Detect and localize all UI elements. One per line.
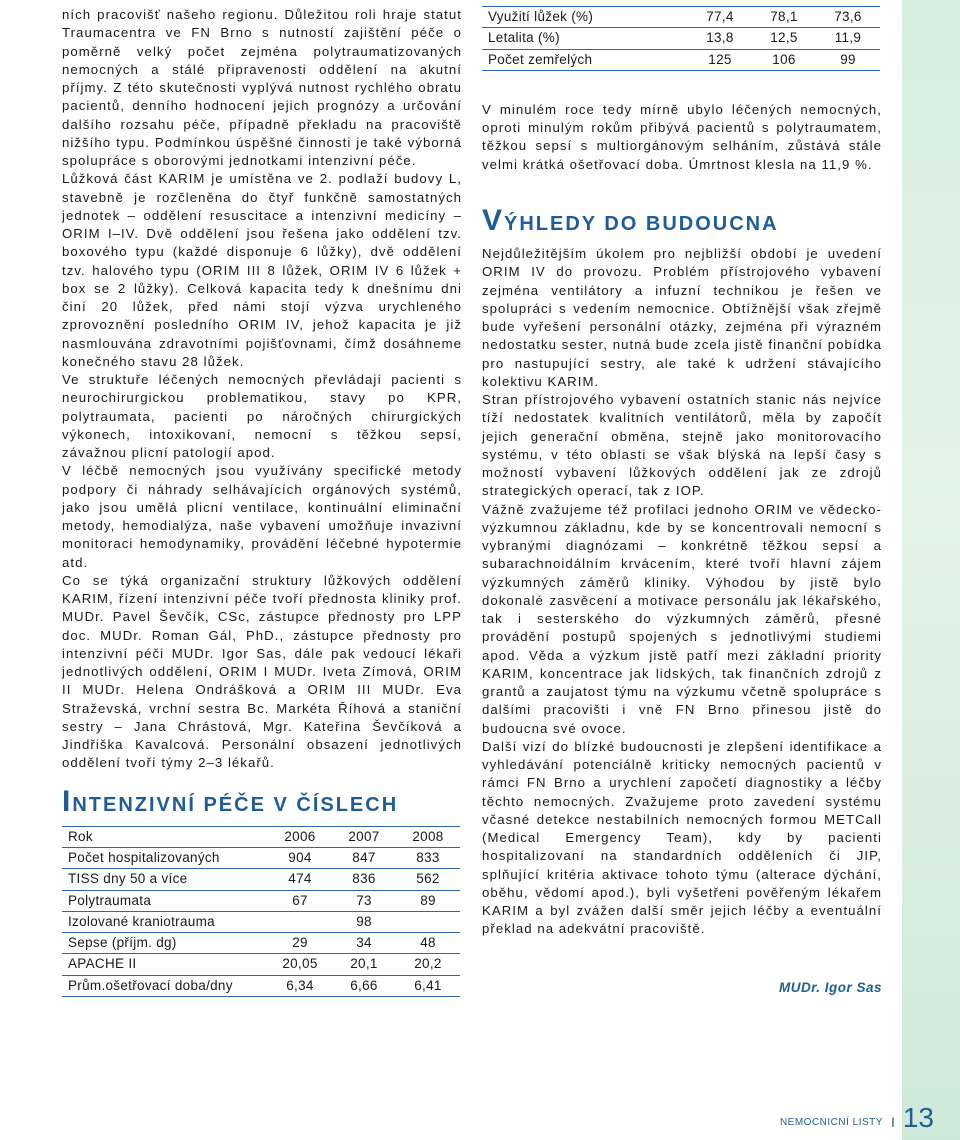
paragraph: Stran přístrojového vybavení ostatních stanic nás nejvíce tíží nedostatek kvalitních ventilátorů, měla by započít jejich generační obměna, stejně jako monitorovacího systému, v této oblasti se však blýská na lepší časy s možností vybavení lůžkových oddělení jak ze zdrojů strategických operací, tak z IOP. [482, 392, 882, 499]
paragraph: V léčbě nemocných jsou využívány specifické metody podpory či náhrady selhávajících orgánových systémů, jako jsou umělá plicní ventilace, kontinuální eliminační metody, hemodialýza, naše vybavení umožňuje invazivní monitoraci hemodynamiky, provádění léčebné hypotermie atd. [62, 463, 462, 570]
value-cell: 125 [688, 49, 752, 70]
page-footer [780, 1104, 934, 1132]
value-cell: 98 [332, 911, 396, 932]
value-cell: 13,8 [688, 28, 752, 49]
footer-separator: I [890, 1114, 895, 1130]
statistics-table-continued [482, 6, 880, 71]
left-column [62, 6, 462, 997]
row-label-cell: TISS dny 50 a více [62, 869, 268, 890]
value-cell: 67 [268, 890, 332, 911]
row-label-cell: Využití lůžek (%) [482, 7, 688, 28]
value-cell: 833 [396, 848, 460, 869]
row-label-cell: Polytraumata [62, 890, 268, 911]
value-cell: 12,5 [752, 28, 816, 49]
value-cell: 6,34 [268, 975, 332, 996]
value-cell: 73,6 [816, 7, 880, 28]
value-cell: 78,1 [752, 7, 816, 28]
page-number: 13 [902, 1102, 934, 1133]
section-heading-numbers [62, 784, 462, 818]
value-cell: 48 [396, 933, 460, 954]
table-row [62, 869, 460, 890]
value-cell [268, 911, 332, 932]
value-cell: 562 [396, 869, 460, 890]
value-cell: 2008 [396, 826, 460, 847]
side-decoration-stripe [902, 0, 960, 1140]
value-cell: 20,2 [396, 954, 460, 975]
value-cell: 474 [268, 869, 332, 890]
row-label-cell: Izolované kraniotrauma [62, 911, 268, 932]
table-row [482, 28, 880, 49]
right-column [482, 6, 882, 997]
value-cell: 89 [396, 890, 460, 911]
row-label-cell: Rok [62, 826, 268, 847]
table-row [62, 933, 460, 954]
paragraph: Nejdůležitějším úkolem pro nejbližší období je uvedení ORIM IV do provozu. Problém přístrojového vybavení zejména ventilátory a infuzní technikou je řešen ve spolupráci s vedením nemocnice. Obtížnější však zřejmě bude vyřešení personální otázky, zejména při výrazném nedostatku sester, nutná bude zcela jistě finanční pobídka pro nastupující sestry, ale také k udržení stávajícího kolektivu KARIM. [482, 246, 882, 389]
value-cell [396, 911, 460, 932]
value-cell: 2006 [268, 826, 332, 847]
paragraph: Co se týká organizační struktury lůžkových oddělení KARIM, řízení intenzivní péče tvoří přednosta kliniky prof. MUDr. Pavel Ševčík, CSc, zástupce přednosty pro LPP doc. MUDr. Roman Gál, PhD., zástupce přednosty pro intenzivní péči MUDr. Igor Sas, dále pak vedoucí lékaři jednotlivých oddělení, ORIM I MUDr. Iveta Zímová, ORIM II MUDr. Helena Ondrášková a ORIM III MUDr. Eva Straževská, vrchní sestra Bc. Markéta Říhová a staniční sestry – Jana Chrástová, Mgr. Kateřina Ševčíková a Jindřiška Kavalcová. Personální obsazení jednotlivých oddělení tvoří týmy 2–3 lékařů. [62, 572, 462, 771]
table-row [62, 975, 460, 996]
journal-name: NEMOCNICNÍ LISTY [779, 1117, 883, 1128]
value-cell: 34 [332, 933, 396, 954]
table-row [482, 7, 880, 28]
value-cell: 106 [752, 49, 816, 70]
row-label-cell: Počet hospitalizovaných [62, 848, 268, 869]
value-cell: 6,41 [396, 975, 460, 996]
value-cell: 99 [816, 49, 880, 70]
value-cell: 73 [332, 890, 396, 911]
row-label-cell: Prům.ošetřovací doba/dny [62, 975, 268, 996]
table-row [62, 890, 460, 911]
table-row [482, 49, 880, 70]
heading-initial: V [482, 203, 505, 237]
row-label-cell: Sepse (příjm. dg) [62, 933, 268, 954]
author-signature: MUDr. Igor Sas [778, 979, 882, 995]
value-cell: 20,05 [268, 954, 332, 975]
value-cell: 20,1 [332, 954, 396, 975]
paragraph: ních pracovišť našeho regionu. Důležitou roli hraje statut Traumacentra ve FN Brno s nutností zajištění péče o poměrně velký počet zejména polytraumatizovaných nemocných a stálé připravenosti oddělení na akutní příjmy. Z této skutečnosti vyplývá nutnost rychlého obratu pacientů, denního hodnocení jejich prognózy a určování dalšího rozsahu péče, případně překladu na pracoviště nižšího typu. Podmínkou úspěšné činnosti je také výborná spolupráce s oborovými jednotkami intenzivní péče. [62, 7, 462, 168]
heading-initial: I [62, 784, 73, 818]
statistics-table [62, 826, 460, 997]
value-cell: 2007 [332, 826, 396, 847]
paragraph: Ve struktuře léčených nemocných převládají pacienti s neurochirurgickou problematikou, stavy po KPR, polytraumata, pacienti po náročných chirurgických výkonech, intoxikovaní, nemocní s těžkou sepsí, závažnou plicní patologií apod. [62, 372, 462, 460]
section-heading-outlook [482, 203, 882, 237]
value-cell: 77,4 [688, 7, 752, 28]
heading-text: ÝHLEDY DO BUDOUCNA [504, 212, 779, 235]
paragraph: V minulém roce tedy mírně ubylo léčených nemocných, oproti minulým rokům přibývá pacientů s polytraumatem, těžkou sepsí s multiorgánovým selháním, zůstává stále velmi krátká ošetřovací doba. Úmrtnost klesla na 11,9 %. [482, 101, 882, 172]
value-cell: 904 [268, 848, 332, 869]
table-row [62, 911, 460, 932]
value-cell: 6,66 [332, 975, 396, 996]
value-cell: 11,9 [816, 28, 880, 49]
value-cell: 847 [332, 848, 396, 869]
value-cell: 29 [268, 933, 332, 954]
value-cell: 836 [332, 869, 396, 890]
row-label-cell: Počet zemřelých [482, 49, 688, 70]
paragraph: Další vizí do blízké budoucnosti je zlepšení identifikace a vyhledávání potenciálně kriticky nemocných pacientů v rámci FN Brno a urychlení započetí diagnostiky a léčby těchto nemocných. Zvažujeme proto zavedení systému včasné detekce nestabilních nemocných formou METCall (Medical Emergency Team), kdy by pacienti hospitalizovaní na standardních odděleních či JIP, splňující kritéria aktivace tohoto týmu (alterace dýchání, oběhu, vědomí apod.), byli vyšetřeni pověřeným lékařem KARIM a byl zvážen další směr jejich léčby a eventuální překlad na adekvátní pracoviště. [482, 738, 882, 937]
row-label-cell: Letalita (%) [482, 28, 688, 49]
table-row [62, 848, 460, 869]
heading-text: NTENZIVNÍ PÉČE V ČÍSLECH [72, 793, 399, 816]
table-row [62, 826, 460, 847]
paragraph: Vážně zvažujeme též profilaci jednoho ORIM ve vědecko-výzkumnou základnu, kde by se koncentrovali nemocní s vybranými diagnózami – konkrétně těžkou sepsí a subarachnoidálním krvácením, které tvoří hlavní zájem výzkumných záměrů kliniky. Výhodou by jistě bylo dokonalé zasvěcení a motivace personálu jak lékařského, tak i sesterského do výzkumných záměrů, přesné provádění postupů spojených s jednotlivými studiemi apod. Věda a výzkum jistě patří mezi základní priority KARIM, koncentrace jak lidských, tak finančních zdrojů z grantů a zaujatost týmu na výzkumu včetně spolupráce s dalšími pracovišti i vně FN Brno přinesou jistě do budoucna své ovoce. [482, 501, 882, 736]
paragraph: Lůžková část KARIM je umístěna ve 2. podlaží budovy L, stavebně je rozčleněna do čtyř funkčně samostatných jednotek – oddělení resuscitace a intenzivní medicíny – ORIM I–IV. Dvě oddělení jsou řešena jako oddělení tzv. boxového typu (každé disponuje 6 lůžky), dvě oddělení tzv. halového typu (ORIM III 8 lůžek, ORIM IV 6 lůžek + box se 2 lůžky). Celková kapacita tedy k dnešnímu dni činí 20 lůžek, před námi stojí výzva urychleného zprovoznění posledního ORIM IV, jehož kapacita je již nasmlouvána zdravotními pojišťovnami, čímž dosáhneme konečného stavu 28 lůžek. [62, 171, 462, 369]
row-label-cell: APACHE II [62, 954, 268, 975]
table-row [62, 954, 460, 975]
